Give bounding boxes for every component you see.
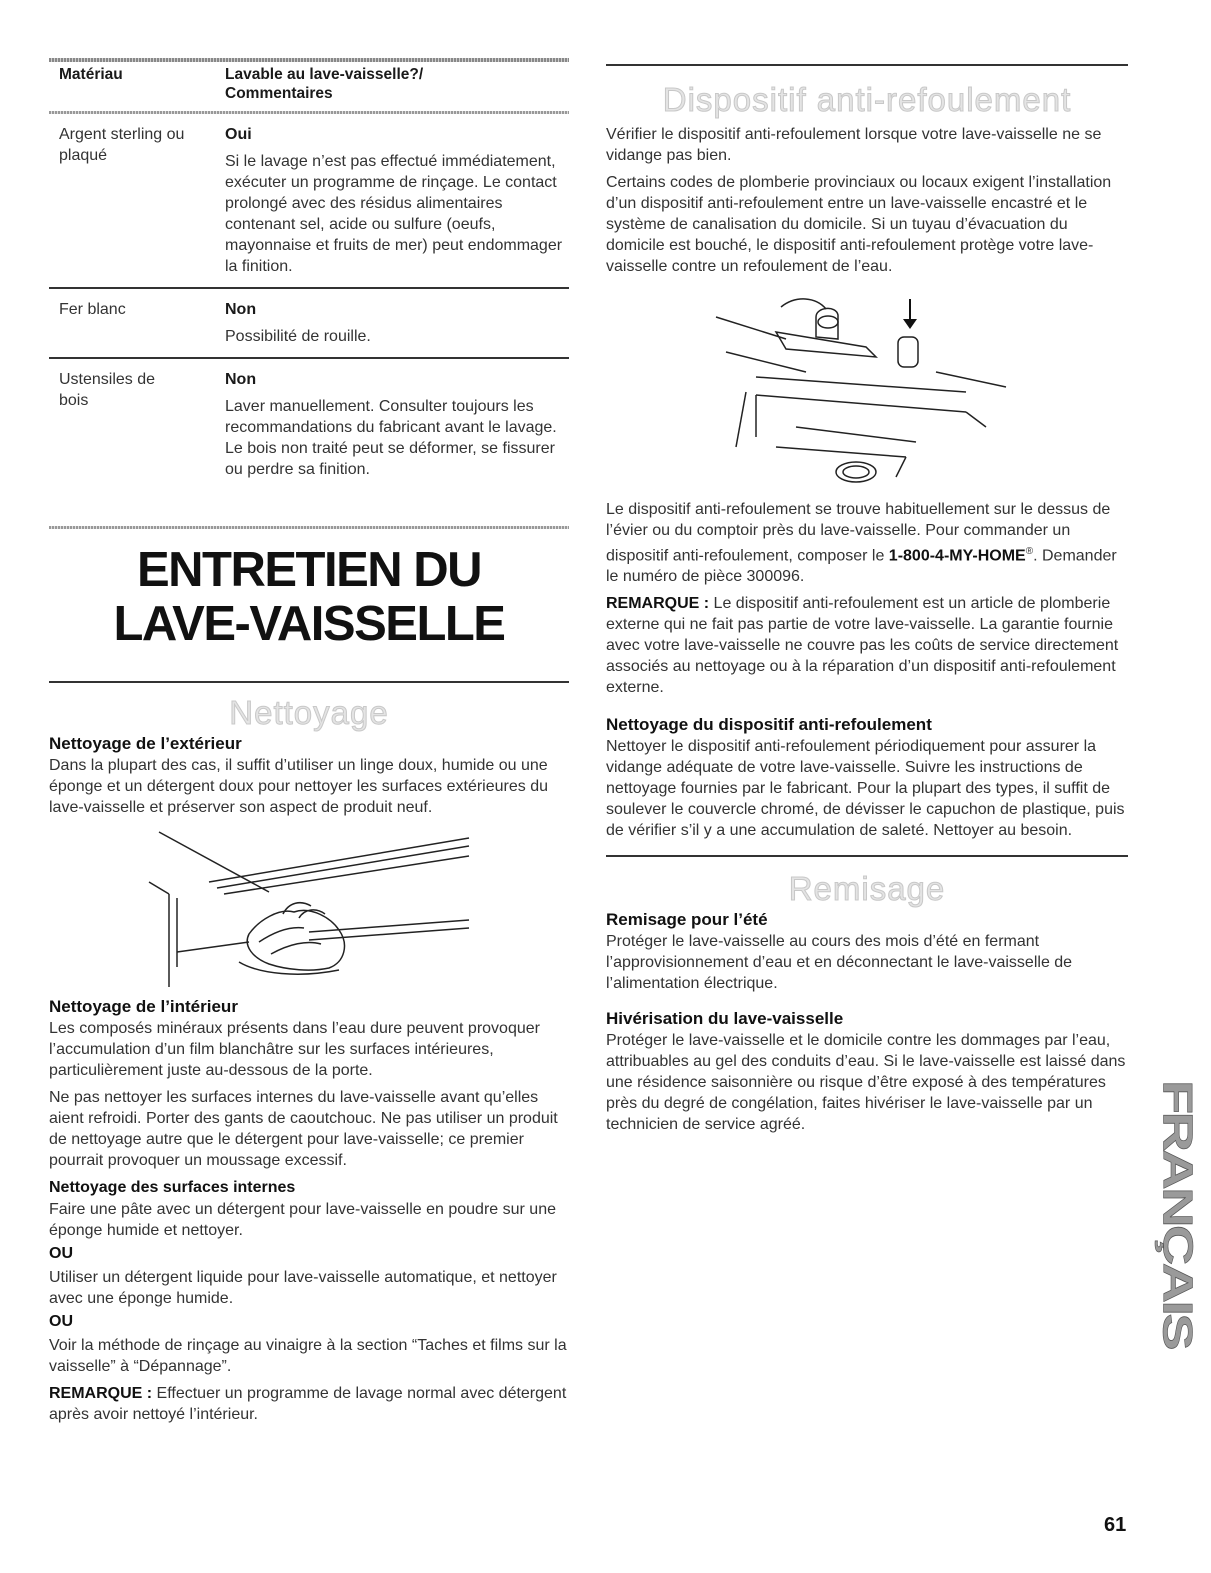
exterior-title: Nettoyage de l’extérieur <box>49 734 242 753</box>
verdict: Non <box>225 301 257 318</box>
material-cell: Ustensiles de bois <box>59 371 156 409</box>
right-column <box>606 64 1128 1135</box>
verdict: Non <box>225 371 257 388</box>
material-cell: Argent sterling ou plaqué <box>59 126 185 164</box>
section-rule <box>606 64 1128 66</box>
interior-title: Nettoyage de l’intérieur <box>49 997 238 1016</box>
interior-note: REMARQUE : Effectuer un programme de lavage normal avec détergent après avoir nettoyé l’intérieur. <box>49 1385 567 1423</box>
section-rule <box>606 855 1128 857</box>
table-header <box>49 62 569 111</box>
internal-surfaces-body-1: Faire une pâte avec un détergent pour lave-vaisselle en poudre sur une éponge humide et nettoyer. <box>49 1201 556 1239</box>
summer-body: Protéger le lave-vaisselle au cours des mois d’été en fermant l’approvisionnement d’eau et en déconnectant le lave-vaisselle de l’alimentation électrique. <box>606 933 1073 993</box>
exterior-cleaning-illustration <box>49 822 569 1002</box>
air-gap-illustration <box>606 277 1128 497</box>
internal-surfaces-body-2: Utiliser un détergent liquide pour lave-vaisselle automatique, et nettoyer avec une éponge humide. <box>49 1269 557 1307</box>
or-label: OU <box>49 1313 73 1330</box>
material-cell: Fer blanc <box>59 301 126 318</box>
section-heading-remisage: Remisage <box>788 870 946 908</box>
anti-note: REMARQUE : Le dispositif anti-refoulement est un article de plomberie externe qui ne fait pas partie de votre lave-vaisselle. La garantie fournie avec votre lave-vaisselle ne couvre pas les coûts de service directement associés au nettoyage ou à la réparation d’un dispositif anti-refoulement externe. <box>606 595 1119 697</box>
interior-body-1: Les composés minéraux présents dans l’eau dure peuvent provoquer l’accumulation d’un film blanchâtre sur les surfaces intérieures, particulièrement juste au-dessous de la porte. <box>49 1020 540 1079</box>
section-divider <box>49 526 569 529</box>
comment-cell: Non Laver manuellement. Consulter toujours les recommandations du fabricant avant le lavage. Le bois non traité peut se déformer, se fissurer ou perdre sa finition. <box>225 369 569 480</box>
summer-title: Remisage pour l’été <box>606 910 768 930</box>
phone-number: 1-800-4-MY-HOME <box>888 547 1026 565</box>
page-title: ENTRETIEN DU LAVE-VAISSELLE <box>113 543 505 651</box>
anti-clean-body: Nettoyer le dispositif anti-refoulement périodiquement pour assurer la vidange adéquate de votre lave-vaisselle. Suivre les instructions de nettoyage fournies par le fabricant. Pour la plupart des types, il suffit de soulever le couvercle chromé, de dévisser le capuchon de plastique, puis de vérifier s’il y a une accumulation de saleté. Nettoyer au besoin. <box>606 738 1125 840</box>
section-heading-anti-refoulement: Dispositif anti-refoulement <box>662 81 1072 118</box>
internal-surfaces-title: Nettoyage des surfaces internes <box>49 1179 296 1196</box>
page-number: 61 <box>1104 1514 1127 1536</box>
or-label: OU <box>49 1245 73 1262</box>
table-row <box>49 299 569 359</box>
language-side-tab-text: FRANÇAIS <box>1154 1080 1202 1281</box>
interior-body-2: Ne pas nettoyer les surfaces internes du lave-vaisselle avant qu’elles aient refroidi. Porter des gants de caoutchouc. Ne pas utiliser un produit de nettoyage autre que le détergent pour lave-vaisselle; ce premier pourrait provoquer un moussage excessif. <box>49 1089 558 1169</box>
winter-body: Protéger le lave-vaisselle et le domicile contre les dommages par l’eau, attribuables au gel des conduits d’eau. Si le lave-vaisselle est laissé dans une résidence saisonnière ou risque d’être exposé à des températures près du degré de congélation, faites hivériser le lave-vaisselle par un technicien de service agréé. <box>606 1032 1126 1134</box>
anti-clean-title: Nettoyage du dispositif anti-refoulement <box>606 715 932 735</box>
anti-para-2: Certains codes de plomberie provinciaux ou locaux exigent l’installation d’un dispositif anti-refoulement entre un lave-vaisselle encastré et le système de canalisation du domicile. Si un tuyau d’évacuation du domicile est bouché, le dispositif anti-refoulement protège votre lave-vaisselle contre un refoulement de l’eau. <box>606 174 1112 275</box>
left-column <box>49 58 569 1425</box>
header-washable: Lavable au lave-vaisselle?/ Commentaires <box>225 66 424 102</box>
language-side-tab <box>1154 1080 1202 1350</box>
table-header-rule <box>49 111 569 114</box>
comment-cell: Non Possibilité de rouille. <box>225 299 569 347</box>
winter-title: Hivérisation du lave-vaisselle <box>606 1009 844 1029</box>
exterior-body: Dans la plupart des cas, il suffit d’utiliser un linge doux, humide ou une éponge et un détergent doux pour nettoyer les surfaces extérieures du lave-vaisselle et préserver son aspect de produit neuf. <box>49 757 548 816</box>
internal-surfaces-body-3: Voir la méthode de rinçage au vinaigre à la section “Taches et films sur la vaisselle” à “Dépannage”. <box>49 1337 567 1375</box>
header-material: Matériau <box>59 66 123 83</box>
section-heading-nettoyage: Nettoyage <box>229 694 389 731</box>
anti-para-3: Le dispositif anti-refoulement se trouve habituellement sur le dessus de l’évier ou du comptoir près du lave-vaisselle. Pour commander un dispositif anti-refoulement, composer le 1-800-4-MY-HOME®. Demander le numéro de pièce 300096. <box>606 501 1117 586</box>
anti-para-1: Vérifier le dispositif anti-refoulement lorsque votre lave-vaisselle ne se vidange pas bien. <box>606 126 1102 164</box>
section-rule <box>49 681 569 683</box>
verdict: Oui <box>225 126 252 143</box>
table-row <box>49 124 569 289</box>
table-row <box>49 369 569 490</box>
comment-cell: Oui Si le lavage n’est pas effectué immédiatement, exécuter un programme de rinçage. Le contact prolongé avec des résidus alimentaires contenant sel, acide ou sulfure (oeufs, mayonnaise et fruits de mer) peut endommager la finition. <box>225 124 569 277</box>
